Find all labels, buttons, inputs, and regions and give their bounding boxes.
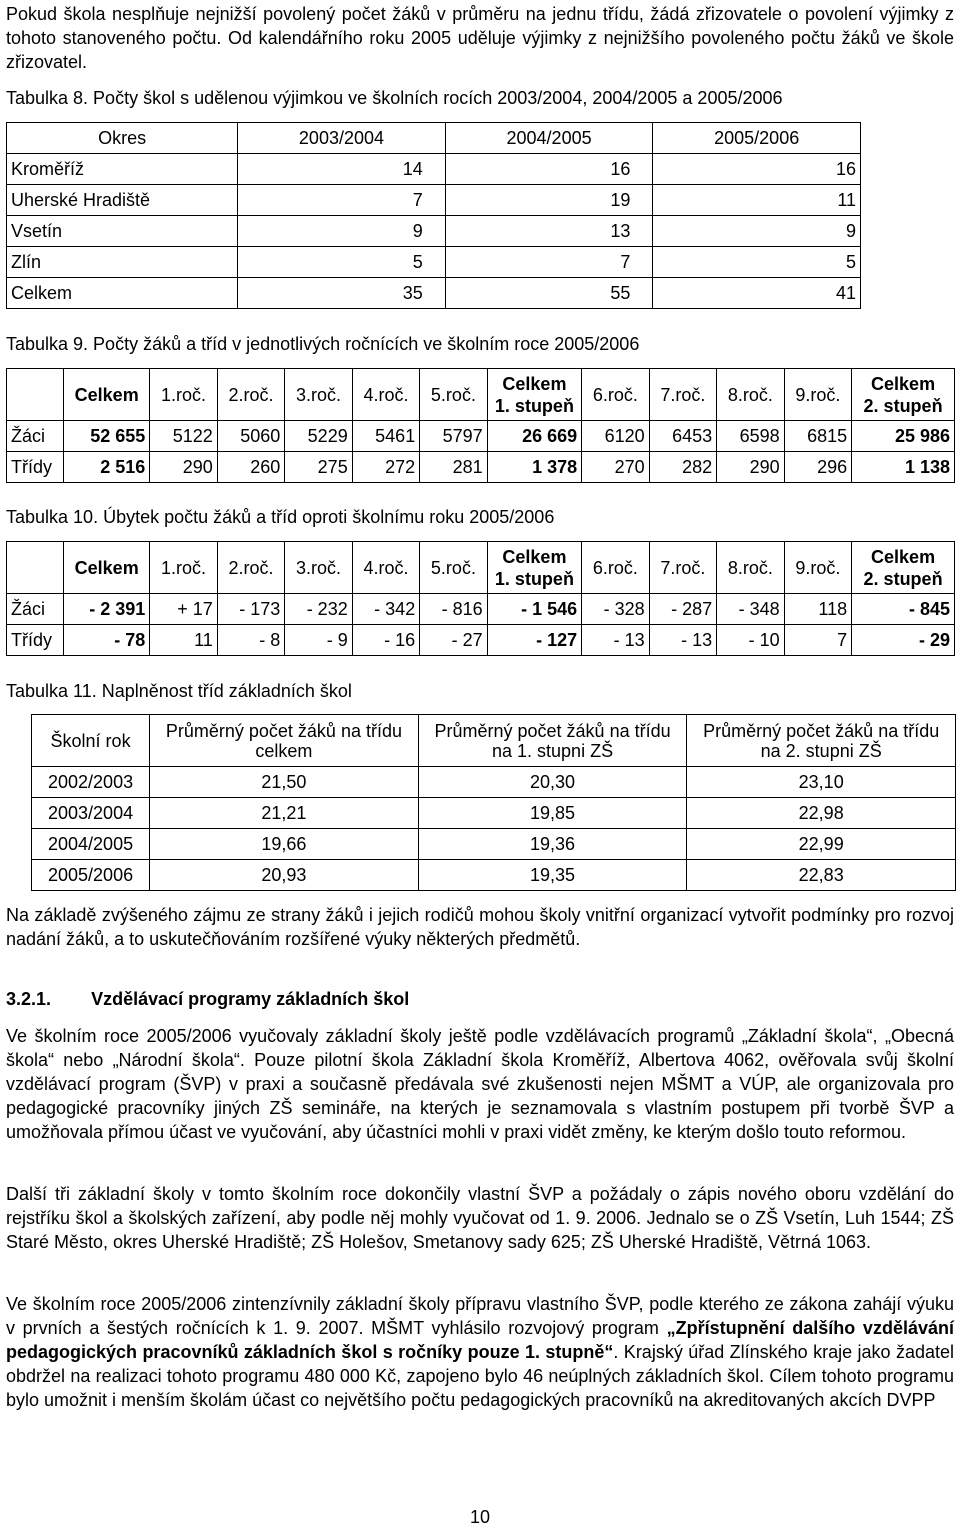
table9-cell: 5060 [217,421,284,452]
table10-cell: - 816 [420,594,487,625]
table10-header-stage1-label: 1. stupeň [494,568,574,589]
table11-header: Průměrný počet žáků na třídu celkem [150,715,419,767]
table8-cell: 5 [653,247,861,278]
after-tables-paragraph: Na základě zvýšeného zájmu ze strany žáků i jejich rodičů mohou školy vnitřní organizací vytvořit podmínky pro rozvoj nadání žáků, a to uskutečňováním rozšířené výuky některých předmětů. [6,905,954,949]
table10-cell: - 173 [217,594,284,625]
table10-header: 6.roč. [582,542,649,594]
table11-cell: 20,93 [150,860,419,891]
table9-cell: 296 [784,452,851,483]
table10-cell: Žáci [7,594,64,625]
table9-cell: 5122 [150,421,217,452]
table9 [6,368,955,483]
table-row [7,594,955,625]
table-row [32,829,956,860]
table9-cell: Třídy [7,452,64,483]
table10-header: 3.roč. [285,542,352,594]
table-row [7,452,955,483]
table10-header-stage2-label: 2. stupeň [863,568,943,589]
page-number: 10 [469,1507,491,1527]
table9-cell: 260 [217,452,284,483]
table9-header: 2.roč. [217,369,284,421]
paragraph-3-end: . Krajský úřad Zlínského kraje jako žadatel obdržel na realizaci tohoto programu 480 000 Kč, zapojeno bylo 46 neúplných základních škol. Cílem tohoto programu bylo umožnit i menším školám účast co největšího počtu pedagogických pracovníků na akreditovaných akcích DVPP [6,1342,954,1410]
table-row [32,798,956,829]
table9-cell: 270 [582,452,649,483]
table10-cell: - 29 [852,625,955,656]
table8-cell: 41 [653,278,861,309]
table10-cell: - 10 [717,625,784,656]
table11-cell: 2005/2006 [32,860,150,891]
table9-header: 6.roč. [582,369,649,421]
section-title: Vzdělávací programy základních škol [91,989,410,1009]
table11-header: Průměrný počet žáků na třídu na 1. stupni ZŠ [418,715,687,767]
table10-header-stage1 [487,542,581,594]
table10-header-total: Celkem [502,546,567,567]
table10-header: 9.roč. [784,542,851,594]
table8-cell: 14 [238,154,446,185]
table9-cell: 6815 [784,421,851,452]
table9-cell: 6453 [649,421,716,452]
table8-cell: Celkem [7,278,238,309]
table8-cell: 9 [238,216,446,247]
table8-caption: Tabulka 8. Počty škol s udělenou výjimkou ve školních rocích 2003/2004, 2004/2005 a 2005/2006 [6,88,783,108]
table11-cell: 2002/2003 [32,767,150,798]
table8-header-row [7,123,861,154]
table9-cell: 290 [150,452,217,483]
table10-cell: - 13 [649,625,716,656]
table8-cell: Vsetín [7,216,238,247]
table8-header: 2005/2006 [653,123,861,154]
table11-caption: Tabulka 11. Naplněnost tříd základních škol [6,681,352,701]
table10-cell: - 348 [717,594,784,625]
table9-cell: 275 [285,452,352,483]
table10-cell: - 9 [285,625,352,656]
table10-cell: - 27 [420,625,487,656]
table11-cell: 22,83 [687,860,956,891]
table10-cell: - 287 [649,594,716,625]
table8-cell: 7 [445,247,653,278]
table8-cell: 13 [445,216,653,247]
table10-header-stage2 [852,542,955,594]
table11-header-row [32,715,956,767]
table10-cell: 118 [784,594,851,625]
table10-cell: - 1 546 [487,594,581,625]
table11-cell: 22,98 [687,798,956,829]
table9-cell: 25 986 [852,421,955,452]
table10-caption: Tabulka 10. Úbytek počtu žáků a tříd oproti školnímu roku 2005/2006 [6,507,555,527]
table10-cell: - 2 391 [64,594,150,625]
table11-cell: 19,85 [418,798,687,829]
table10-cell: - 845 [852,594,955,625]
table-row [7,625,955,656]
table-row [7,216,861,247]
table-row [7,185,861,216]
table10-header: 4.roč. [352,542,419,594]
table-row [32,767,956,798]
table11-cell: 21,21 [150,798,419,829]
table9-cell: 1 138 [852,452,955,483]
table-row [7,421,955,452]
paragraph-3 [6,1292,954,1412]
table9-header: 3.roč. [285,369,352,421]
table10-cell: 11 [150,625,217,656]
table8-cell: 16 [653,154,861,185]
table9-cell: 26 669 [487,421,581,452]
intro-paragraph: Pokud škola nesplňuje nejnižší povolený počet žáků v průměru na jednu třídu, žádá zřizovatele o povolení výjimky z tohoto stanoveného počtu. Od kalendářního roku 2005 uděluje výjimky z nejnižšího povoleného počtu žáků ve škole zřizovatel. [6,4,954,72]
table9-cell: 290 [717,452,784,483]
table8-cell: 7 [238,185,446,216]
table9-cell: Žáci [7,421,64,452]
section-number: 3.2.1. [6,989,52,1009]
table9-cell: 52 655 [64,421,150,452]
table10-cell: 7 [784,625,851,656]
table10-cell: - 127 [487,625,581,656]
table8-cell: 19 [445,185,653,216]
table10-cell: - 8 [217,625,284,656]
table-row [7,154,861,185]
table11-cell: 19,66 [150,829,419,860]
table8-cell: 9 [653,216,861,247]
table11-cell: 19,36 [418,829,687,860]
table10-cell: - 13 [582,625,649,656]
table8-cell: 5 [238,247,446,278]
table10-header: 5.roč. [420,542,487,594]
table8-header: 2004/2005 [445,123,653,154]
table8-cell: Uherské Hradiště [7,185,238,216]
table11-cell: 23,10 [687,767,956,798]
table8-cell: 16 [445,154,653,185]
table9-header-stage1 [487,369,581,421]
table-row [7,247,861,278]
table-row [32,860,956,891]
paragraph-1: Ve školním roce 2005/2006 vyučovaly základní školy ještě podle vzdělávacích programů „Základní škola“, „Obecná škola“ nebo „Národní škola“. Pouze pilotní škola Základní škola Kroměříž, Albertova 4062, ověřovala svůj školní vzdělávací program (ŠVP) v praxi a současně předávala své zkušenosti nejen MŠMT a VÚP, ale organizovala pro pedagogické pracovníky jiných ZŠ semináře, na kterých je seznamovala s vlastním postupem při tvorbě ŠVP a umožňovala přímou účast ve vyučování, aby účastníci mohli v praxi vidět změny, ke kterým došlo touto reformou. [6,1026,954,1142]
table9-cell: 6598 [717,421,784,452]
table9-header-stage2 [852,369,955,421]
table10-cell: - 16 [352,625,419,656]
table9-header: 1.roč. [150,369,217,421]
table11-cell: 20,30 [418,767,687,798]
table10-header: 8.roč. [717,542,784,594]
table10-cell: - 78 [64,625,150,656]
table10-header [7,542,64,594]
table10-cell: - 232 [285,594,352,625]
table9-cell: 281 [420,452,487,483]
table9-header-total: Celkem [502,373,567,394]
table9-cell: 6120 [582,421,649,452]
table9-header: 5.roč. [420,369,487,421]
table10-header-total: Celkem [871,546,936,567]
section-heading [6,987,409,1011]
table11-header: Průměrný počet žáků na třídu na 2. stupni ZŠ [687,715,956,767]
table10-cell: + 17 [150,594,217,625]
table8-cell: Zlín [7,247,238,278]
table10-header: 7.roč. [649,542,716,594]
table11-cell: 2003/2004 [32,798,150,829]
table11-cell: 22,99 [687,829,956,860]
table9-header: 8.roč. [717,369,784,421]
table8-cell: 35 [238,278,446,309]
table11-cell: 21,50 [150,767,419,798]
table10-header-row [7,542,955,594]
table9-header-stage1-label: 1. stupeň [494,395,574,416]
table11-header: Školní rok [32,715,150,767]
table9-header-row [7,369,955,421]
table9-cell: 5461 [352,421,419,452]
paragraph-2: Další tři základní školy v tomto školním roce dokončily vlastní ŠVP a požádaly o zápis nového oboru vzdělání do rejstříku škol a školských zařízení, aby podle něj mohly vyučovat od 1. 9. 2006. Jednalo se o ZŠ Vsetín, Luh 1544; ZŠ Staré Město, okres Uherské Hradiště; ZŠ Holešov, Smetanovy sady 625; ZŠ Uherské Hradiště, Větrná 1063. [6,1184,954,1252]
table9-header: 7.roč. [649,369,716,421]
table9-caption: Tabulka 9. Počty žáků a tříd v jednotlivých ročnících ve školním roce 2005/2006 [6,334,640,354]
program-name: „Zpřístupnění dalšího vzdělávání pedagogických pracovníků základních škol s ročníky pouze 1. stupně“ [6,1318,954,1362]
table10-cell: - 342 [352,594,419,625]
table8 [6,122,861,309]
table9-cell: 282 [649,452,716,483]
table9-header: Celkem [64,369,150,421]
table-row [7,278,861,309]
table9-cell: 5797 [420,421,487,452]
table9-header-stage2-label: 2. stupeň [863,395,943,416]
table9-header: 9.roč. [784,369,851,421]
table9-cell: 1 378 [487,452,581,483]
table8-cell: 55 [445,278,653,309]
table10-header: Celkem [64,542,150,594]
table10 [6,541,955,656]
table10-header: 1.roč. [150,542,217,594]
table9-header-total: Celkem [871,373,936,394]
table9-cell: 5229 [285,421,352,452]
table10-header: 2.roč. [217,542,284,594]
table11-cell: 2004/2005 [32,829,150,860]
table10-cell: - 328 [582,594,649,625]
paragraph-3-start: Ve školním roce 2005/2006 zintenzívnily základní školy přípravu vlastního ŠVP, podle kterého ze zákona zahájí výuku v prvních a šestých ročnících k 1. 9. 2007. MŠMT vyhlásilo rozvojový program [6,1294,954,1338]
table9-cell: 272 [352,452,419,483]
table9-header: 4.roč. [352,369,419,421]
table11 [31,714,956,891]
table8-header: Okres [7,123,238,154]
table8-cell: Kroměříž [7,154,238,185]
table11-cell: 19,35 [418,860,687,891]
table8-cell: 11 [653,185,861,216]
table10-cell: Třídy [7,625,64,656]
table8-header: 2003/2004 [238,123,446,154]
table9-cell: 2 516 [64,452,150,483]
table9-header [7,369,64,421]
